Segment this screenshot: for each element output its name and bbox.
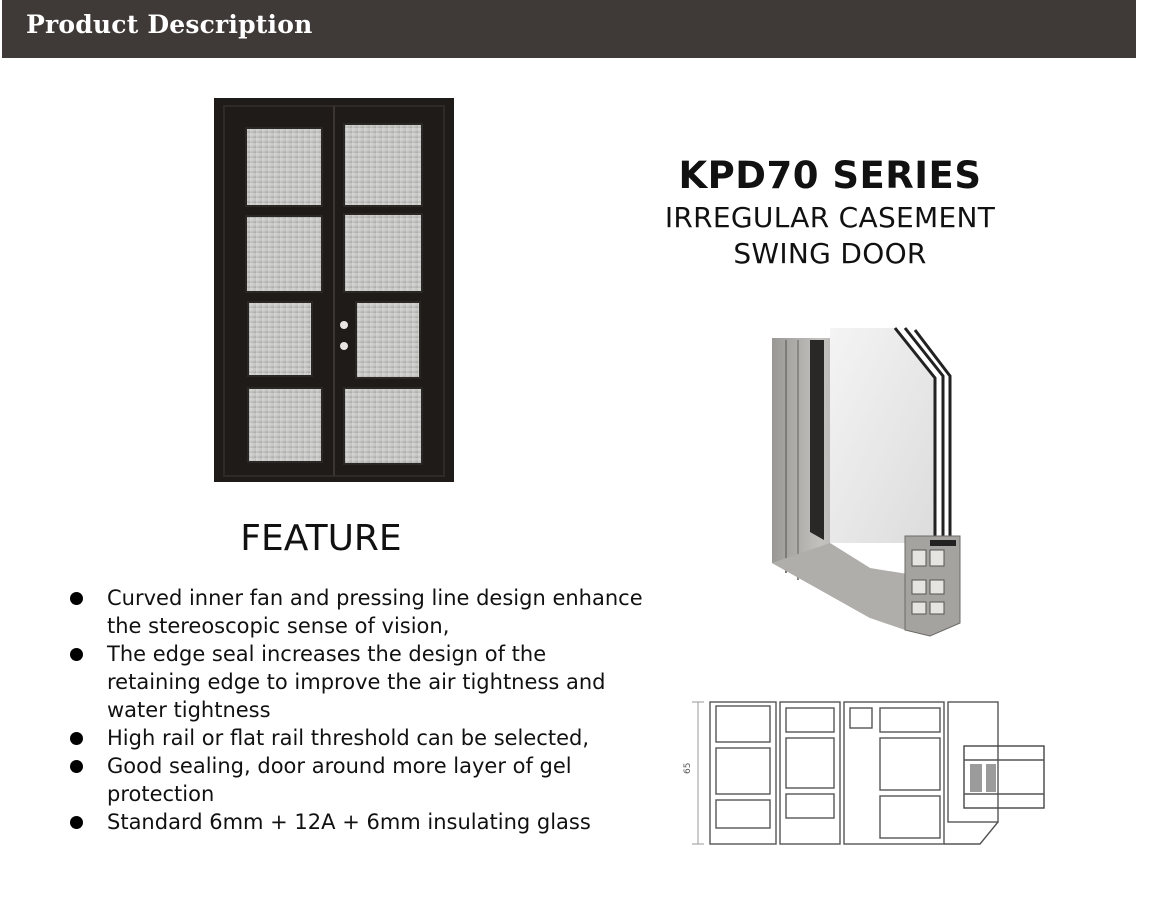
- list-item: High rail or flat rail threshold can be selected,: [66, 724, 646, 752]
- list-item: The edge seal increases the design of the retaining edge to improve the air tightness and water tightness: [66, 640, 646, 724]
- bullet-icon: [70, 732, 83, 745]
- list-item: Standard 6mm + 12A + 6mm insulating glass: [66, 808, 646, 836]
- feature-heading: FEATURE: [240, 518, 402, 559]
- series-title: KPD70 SERIES: [678, 154, 982, 197]
- bullet-icon: [70, 816, 83, 829]
- list-item: Curved inner fan and pressing line design enhance the stereoscopic sense of vision,: [66, 584, 646, 640]
- cross-section-drawing: [680, 676, 1050, 868]
- profile-3d-image: [730, 318, 992, 650]
- bullet-icon: [70, 760, 83, 773]
- dimension-label: 65: [683, 762, 693, 774]
- page-title: Product Description: [26, 10, 313, 39]
- feature-list: [66, 584, 646, 836]
- product-subtitle-line2: SWING DOOR: [733, 237, 927, 270]
- door-photo: [214, 98, 454, 482]
- list-item: Good sealing, door around more layer of gel protection: [66, 752, 646, 808]
- bullet-icon: [70, 648, 83, 661]
- product-subtitle-line1: IRREGULAR CASEMENT: [664, 201, 996, 234]
- header-bar: [2, 0, 1136, 58]
- bullet-icon: [70, 592, 83, 605]
